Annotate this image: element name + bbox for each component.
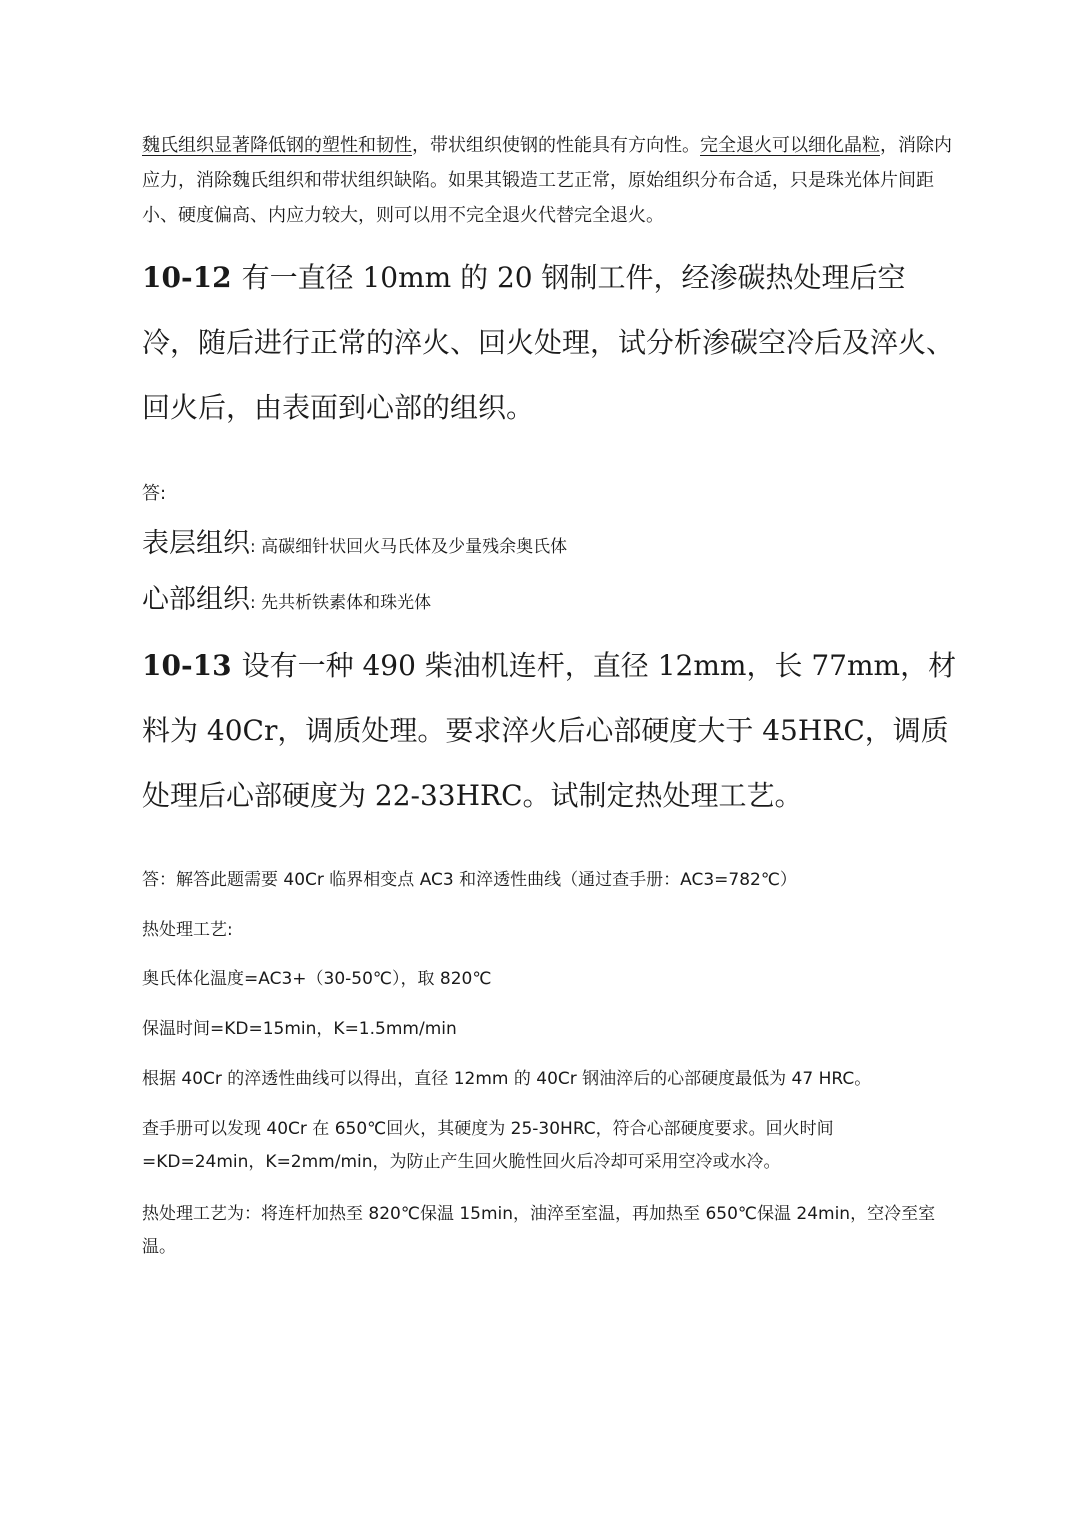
core-structure-text: : 先共析铁素体和珠光体 xyxy=(250,593,432,613)
holding-time: 保温时间=KD=15min，K=1.5mm/min xyxy=(142,1019,457,1039)
process-title: 热处理工艺: xyxy=(142,920,233,940)
surface-structure-title: 表层组织 xyxy=(142,528,250,559)
question-number: 10-12 xyxy=(142,261,232,294)
intro-text-2: ，带状组织使钢的性能具有方向性。 xyxy=(412,135,700,156)
surface-structure-line xyxy=(142,524,957,567)
answer-intro: 答：解答此题需要 40Cr 临界相变点 AC3 和淬透性曲线（通过查手册：AC3=782℃） xyxy=(142,870,797,890)
answer-label: 答: xyxy=(142,483,167,504)
core-structure-title: 心部组织 xyxy=(142,584,250,615)
surface-structure-text: : 高碳细针状回火马氏体及少量残余奥氏体 xyxy=(250,537,568,557)
core-structure-line xyxy=(142,580,957,623)
hardenability-note: 根据 40Cr 的淬透性曲线可以得出，直径 12mm 的 40Cr 钢油淬后的心部硬度最低为 47 HRC。 xyxy=(142,1069,872,1089)
tempering-note: 查手册可以发现 40Cr 在 650℃回火，其硬度为 25-30HRC，符合心部硬度要求。回火时间=KD=24min，K=2mm/min，为防止产生回火脆性回火后冷却可采用空冷或水冷。 xyxy=(142,1119,834,1172)
austenitizing-temperature: 奥氏体化温度=AC3+（30-50℃），取 820℃ xyxy=(142,969,492,989)
intro-underline-1: 魏氏组织显著降低钢的塑性和韧性 xyxy=(142,135,412,156)
intro-underline-2: 完全退火可以细化晶粒 xyxy=(700,135,880,156)
question-text: 设有一种 490 柴油机连杆，直径 12mm，长 77mm，材料为 40Cr，调质处理。要求淬火后心部硬度大于 45HRC，调质处理后心部硬度为 22-33HRC。试制定热处理工艺。 xyxy=(142,649,957,812)
question-number: 10-13 xyxy=(142,649,232,682)
question-text: 有一直径 10mm 的 20 钢制工件，经渗碳热处理后空冷，随后进行正常的淬火、回火处理，试分析渗碳空冷后及淬火、回火后，由表面到心部的组织。 xyxy=(142,261,955,424)
process-summary: 热处理工艺为：将连杆加热至 820℃保温 15min，油淬至室温，再加热至 650℃保温 24min，空冷至室温。 xyxy=(142,1204,936,1257)
intro-text-4: ，消除内应力，消除魏氏组织和带状组织缺陷。如果其锻造工艺正常，原始组织分布合适，只是珠光体片间距小、硬度偏高、内应力较大，则可以用不完全退火代替完全退火。 xyxy=(142,135,952,226)
question-10-13 xyxy=(142,633,957,828)
intro-paragraph xyxy=(142,128,957,233)
question-10-12 xyxy=(142,245,957,440)
